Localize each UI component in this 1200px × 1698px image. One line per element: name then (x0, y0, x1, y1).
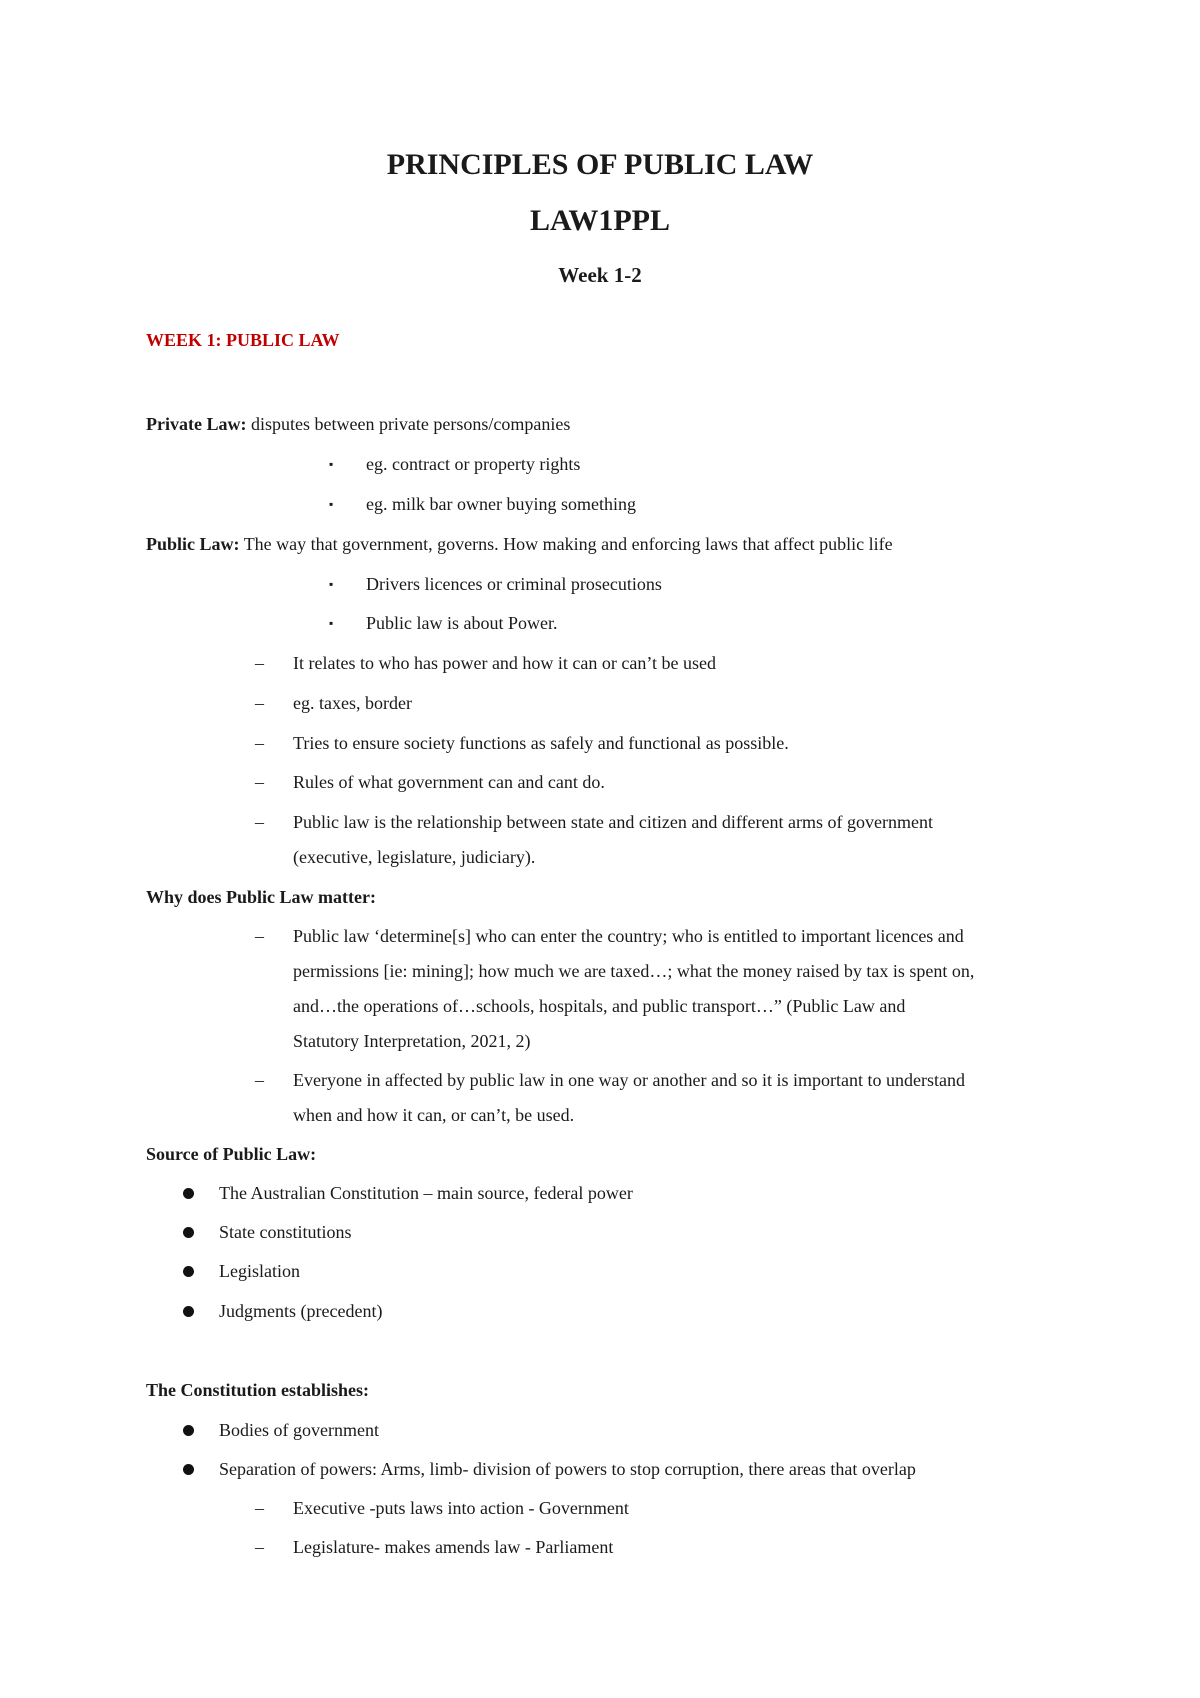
round-bullet-icon (183, 1266, 194, 1277)
dash-bullet-icon: – (255, 772, 264, 792)
list-item: The Australian Constitution – main source, federal power (219, 1183, 633, 1203)
list-item: Bodies of government (219, 1420, 379, 1440)
list-item: Judgments (precedent) (219, 1301, 383, 1321)
public-law-label: Public Law: (146, 534, 240, 554)
constitution-heading: The Constitution establishes: (146, 1380, 370, 1400)
list-item-continuation: permissions [ie: mining]; how much we are taxed…; what the money raised by tax is spent on, (293, 961, 975, 981)
dash-bullet-icon: – (255, 1498, 264, 1518)
list-item: Public law ‘determine[s] who can enter the country; who is entitled to important licences and (293, 926, 964, 946)
private-law-label: Private Law: (146, 414, 247, 434)
list-item: Drivers licences or criminal prosecutions (366, 574, 662, 594)
round-bullet-icon (183, 1464, 194, 1475)
public-law-text: The way that government, governs. How making and enforcing laws that affect public life (239, 534, 893, 554)
list-item: Executive -puts laws into action - Government (293, 1498, 629, 1518)
list-item: eg. taxes, border (293, 693, 412, 713)
dash-bullet-icon: – (255, 653, 264, 673)
list-item: Public law is the relationship between state and citizen and different arms of government (293, 812, 933, 832)
course-code: LAW1PPL (529, 204, 670, 237)
list-item: It relates to who has power and how it can or can’t be used (293, 653, 717, 673)
list-item-continuation: (executive, legislature, judiciary). (293, 847, 536, 867)
square-bullet-icon: ▪ (329, 616, 334, 630)
list-item: Public law is about Power. (366, 613, 558, 633)
dash-bullet-icon: – (255, 693, 264, 713)
list-item: Legislature- makes amends law - Parliament (293, 1537, 614, 1557)
document-title: PRINCIPLES OF PUBLIC LAW (386, 148, 814, 181)
list-item: Separation of powers: Arms, limb- division of powers to stop corruption, there areas that overlap (219, 1459, 916, 1479)
list-item-continuation: and…the operations of…schools, hospitals, and public transport…” (Public Law and (293, 996, 906, 1016)
square-bullet-icon: ▪ (329, 457, 334, 471)
source-heading: Source of Public Law: (146, 1144, 317, 1164)
why-heading: Why does Public Law matter: (146, 887, 376, 907)
list-item: eg. milk bar owner buying something (366, 494, 636, 514)
section-heading-week1: WEEK 1: PUBLIC LAW (146, 330, 340, 350)
list-item-continuation: when and how it can, or can’t, be used. (293, 1105, 575, 1125)
round-bullet-icon (183, 1188, 194, 1199)
dash-bullet-icon: – (255, 926, 264, 946)
round-bullet-icon (183, 1425, 194, 1436)
list-item: Tries to ensure society functions as safely and functional as possible. (293, 733, 789, 753)
list-item-continuation: Statutory Interpretation, 2021, 2) (293, 1031, 531, 1051)
dash-bullet-icon: – (255, 1070, 264, 1090)
square-bullet-icon: ▪ (329, 577, 334, 591)
list-item: Everyone in affected by public law in one way or another and so it is important to understand (293, 1070, 965, 1090)
list-item: eg. contract or property rights (366, 454, 581, 474)
public-law-definition (146, 533, 893, 555)
private-law-definition (146, 413, 570, 435)
list-item: State constitutions (219, 1222, 352, 1242)
square-bullet-icon: ▪ (329, 497, 334, 511)
list-item: Legislation (219, 1261, 300, 1281)
dash-bullet-icon: – (255, 733, 264, 753)
round-bullet-icon (183, 1227, 194, 1238)
week-range: Week 1-2 (558, 263, 642, 287)
private-law-text: disputes between private persons/companies (246, 414, 571, 434)
round-bullet-icon (183, 1306, 194, 1317)
dash-bullet-icon: – (255, 1537, 264, 1557)
dash-bullet-icon: – (255, 812, 264, 832)
list-item: Rules of what government can and cant do. (293, 772, 605, 792)
